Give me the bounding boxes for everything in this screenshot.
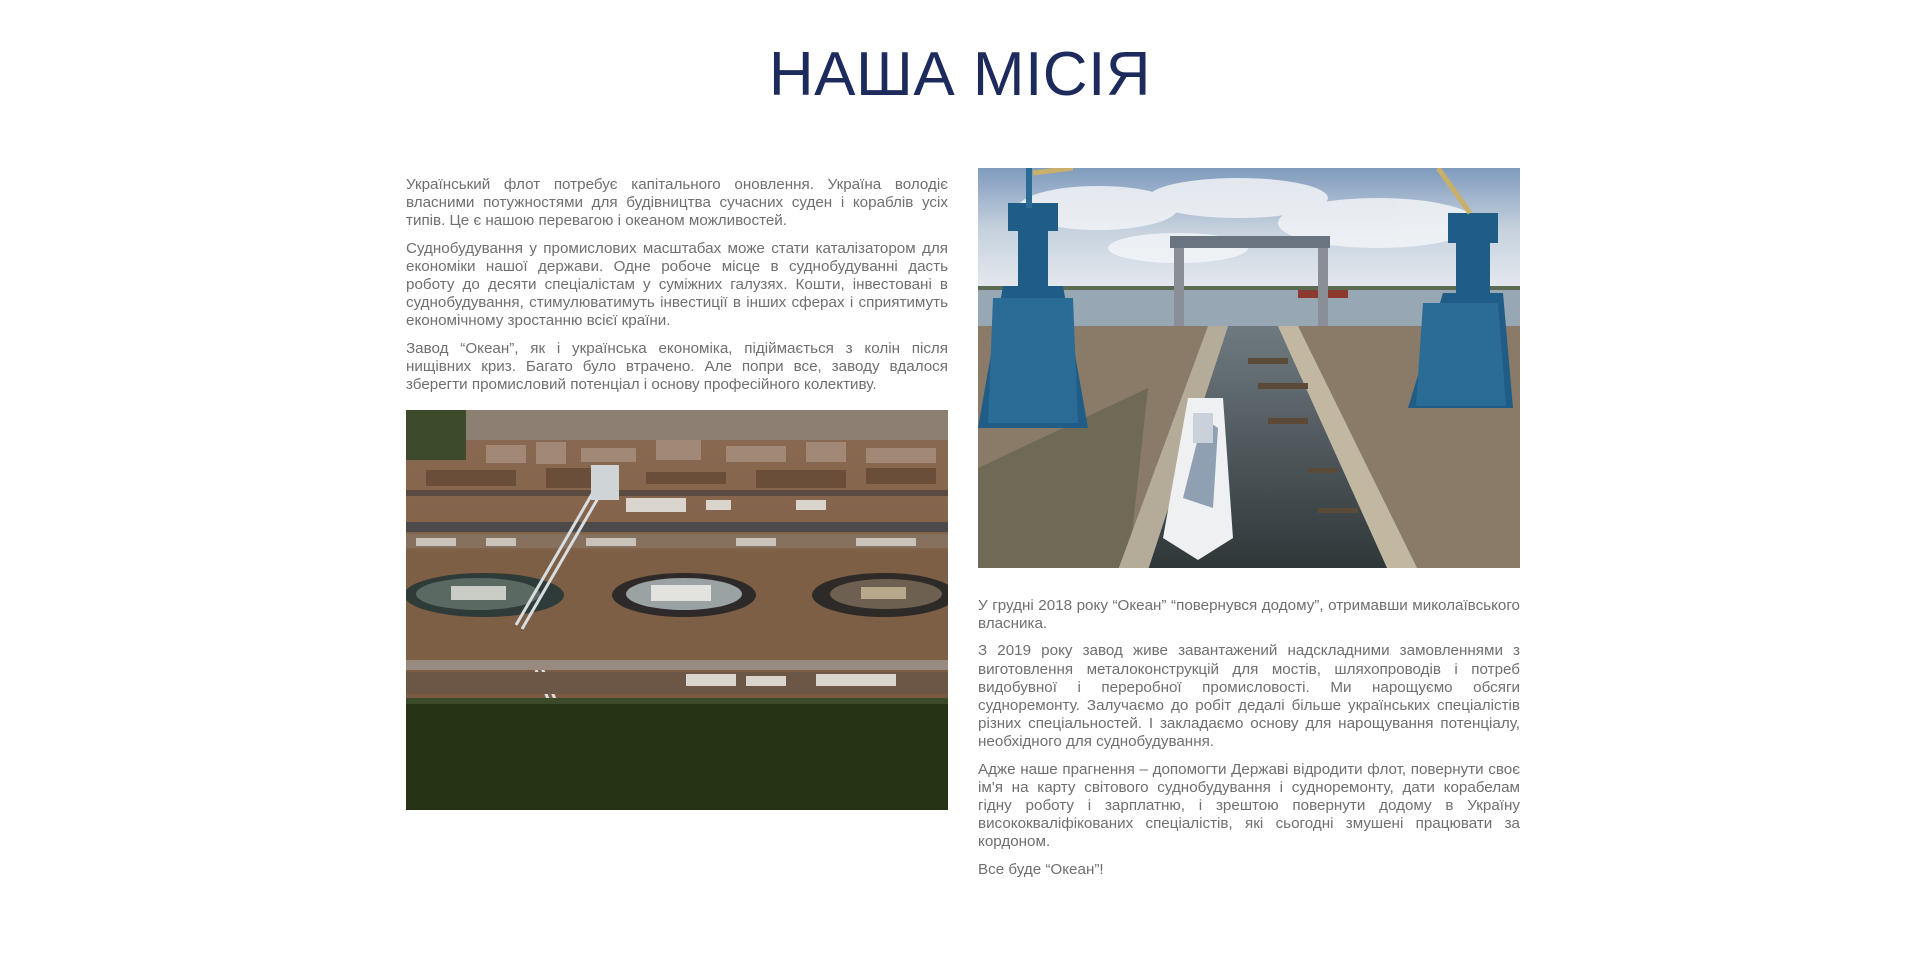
drydock-cranes-photo (978, 168, 1520, 568)
paragraph-shipbuilding-economy: Суднобудування у промислових масштабах може стати каталізатором для економіки нашої держави. Одне робоче місце в суднобудуванні дасть роботу до десяти спеціалістам у суміжних галузях. Кошти, інвестовані в суднобудування, стимулюватимуть інвестиції в інших сферах і сприятимуть економічному зростанню всієї країни. (406, 239, 948, 330)
paragraph-our-aspiration: Адже наше прагнення – допомогти Державі відродити флот, повернути своє ім'я на карту світового суднобудування і судноремонту, дати корабелам гідну роботу і зарплатню, і зрештою повернути додому в Україну висококваліфікованих спеціалістів, які сьогодні змушені працювати за кордоном. (978, 760, 1520, 851)
paragraph-came-home: У грудні 2018 року “Океан” “повернувся додому”, отримавши миколаївського власника. (978, 597, 1520, 633)
paragraph-plant-recovery: Завод “Океан”, як і українська економіка, підіймається з колін після нищівних криз. Багато було втрачено. Але попри все, заводу вдалося зберегти промисловий потенціал і основу професійного колективу. (406, 339, 948, 394)
aerial-shipyard-photo (406, 410, 948, 810)
left-text-block (406, 176, 948, 394)
left-column (406, 176, 948, 810)
page-title: НАША МІСІЯ (768, 40, 1152, 109)
right-column (978, 168, 1520, 888)
paragraph-slogan: Все буде “Океан”! (978, 860, 1104, 878)
right-text-block (978, 597, 1520, 879)
paragraph-fleet-renewal: Український флот потребує капітального оновлення. Україна володіє власними потужностями для будівництва сучасних суден і кораблів усіх типів. Це є нашою перевагою і океаном можливостей. (406, 176, 948, 230)
paragraph-orders-2019: З 2019 року завод живе завантажений надскладними замовленнями з виготовлення металоконструкцій для мостів, шляхопроводів і потреб видобувної і переробної промисловості. Ми нарощуємо обсяги судноремонту. Залучаємо до робіт дедалі більше українських спеціалістів різних спеціальностей. І закладаємо основу для нарощування потенціалу, необхідного для суднобудування. (978, 642, 1520, 751)
